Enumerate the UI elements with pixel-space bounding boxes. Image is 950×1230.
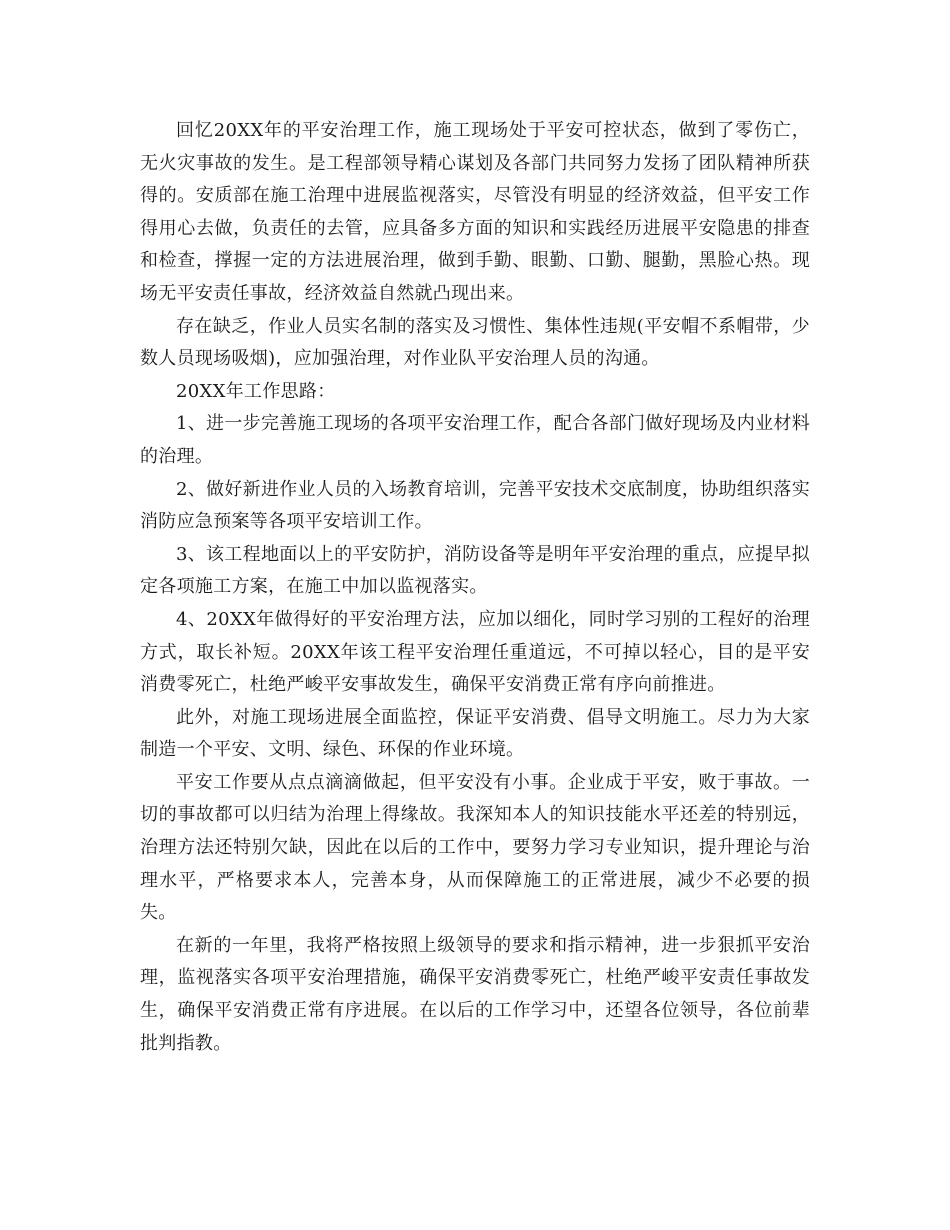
- paragraph-closing: 在新的一年里，我将严格按照上级领导的要求和指示精神，进一步狠抓平安治理，监视落实各项平安治理措施，确保平安消费零死亡，杜绝严峻平安责任事故发生，确保平安消费正常有序进展。在以后的工作学习中，还望各位领导，各位前辈批判指教。: [140, 934, 810, 1054]
- paragraph-shortcomings: 存在缺乏，作业人员实名制的落实及习惯性、集体性违规(平安帽不系帽带，少数人员现场吸烟)，应加强治理，对作业队平安治理人员的沟通。: [140, 315, 810, 370]
- document-body: [140, 115, 810, 1060]
- paragraph-plan-item-1: 1、进一步完善施工现场的各项平安治理工作，配合各部门做好现场及内业材料的治理。: [140, 413, 810, 467]
- paragraph-plan-item-4: 4、20XX年做得好的平安治理方法，应加以细化，同时学习别的工程好的治理方式，取长补短。20XX年该工程平安治理任重道远，不可掉以轻心，目的是平安消费零死亡，杜绝严峻平安事故发生，确保平安消费正常有序向前推进。: [140, 608, 810, 696]
- paragraph-plan-item-3: 3、该工程地面以上的平安防护，消防设备等是明年平安治理的重点，应提早拟定各项施工方案，在施工中加以监视落实。: [140, 543, 810, 598]
- paragraph-plan-heading: 20XX年工作思路：: [176, 380, 336, 402]
- paragraph-monitoring: 此外，对施工现场进展全面监控，保证平安消费、倡导文明施工。尽力为大家制造一个平安、文明、绿色、环保的作业环境。: [140, 706, 810, 761]
- paragraph-review: 回忆20XX年的平安治理工作，施工现场处于平安可控状态，做到了零伤亡，无火灾事故的发生。是工程部领导精心谋划及各部门共同努力发扬了团队精神所获得的。安质部在施工治理中进展监视落实，尽管没有明显的经济效益，但平安工作得用心去做，负责任的去管，应具备多方面的知识和实践经历进展平安隐患的排查和检查，撑握一定的方法进展治理，做到手勤、眼勤、口勤、腿勤，黑脸心热。现场无平安责任事故，经济效益自然就凸现出来。: [140, 120, 810, 304]
- paragraph-plan-item-2: 2、做好新进作业人员的入场教育培训，完善平安技术交底制度，协助组织落实消防应急预案等各项平安培训工作。: [140, 478, 810, 533]
- paragraph-reflection: 平安工作要从点点滴滴做起，但平安没有小事。企业成于平安，败于事故。一切的事故都可以归结为治理上得缘故。我深知本人的知识技能水平还差的特别远，治理方法还特别欠缺，因此在以后的工作中，要努力学习专业知识，提升理论与治理水平，严格要求本人，完善本身，从而保障施工的正常进展，减少不必要的损失。: [140, 771, 810, 924]
